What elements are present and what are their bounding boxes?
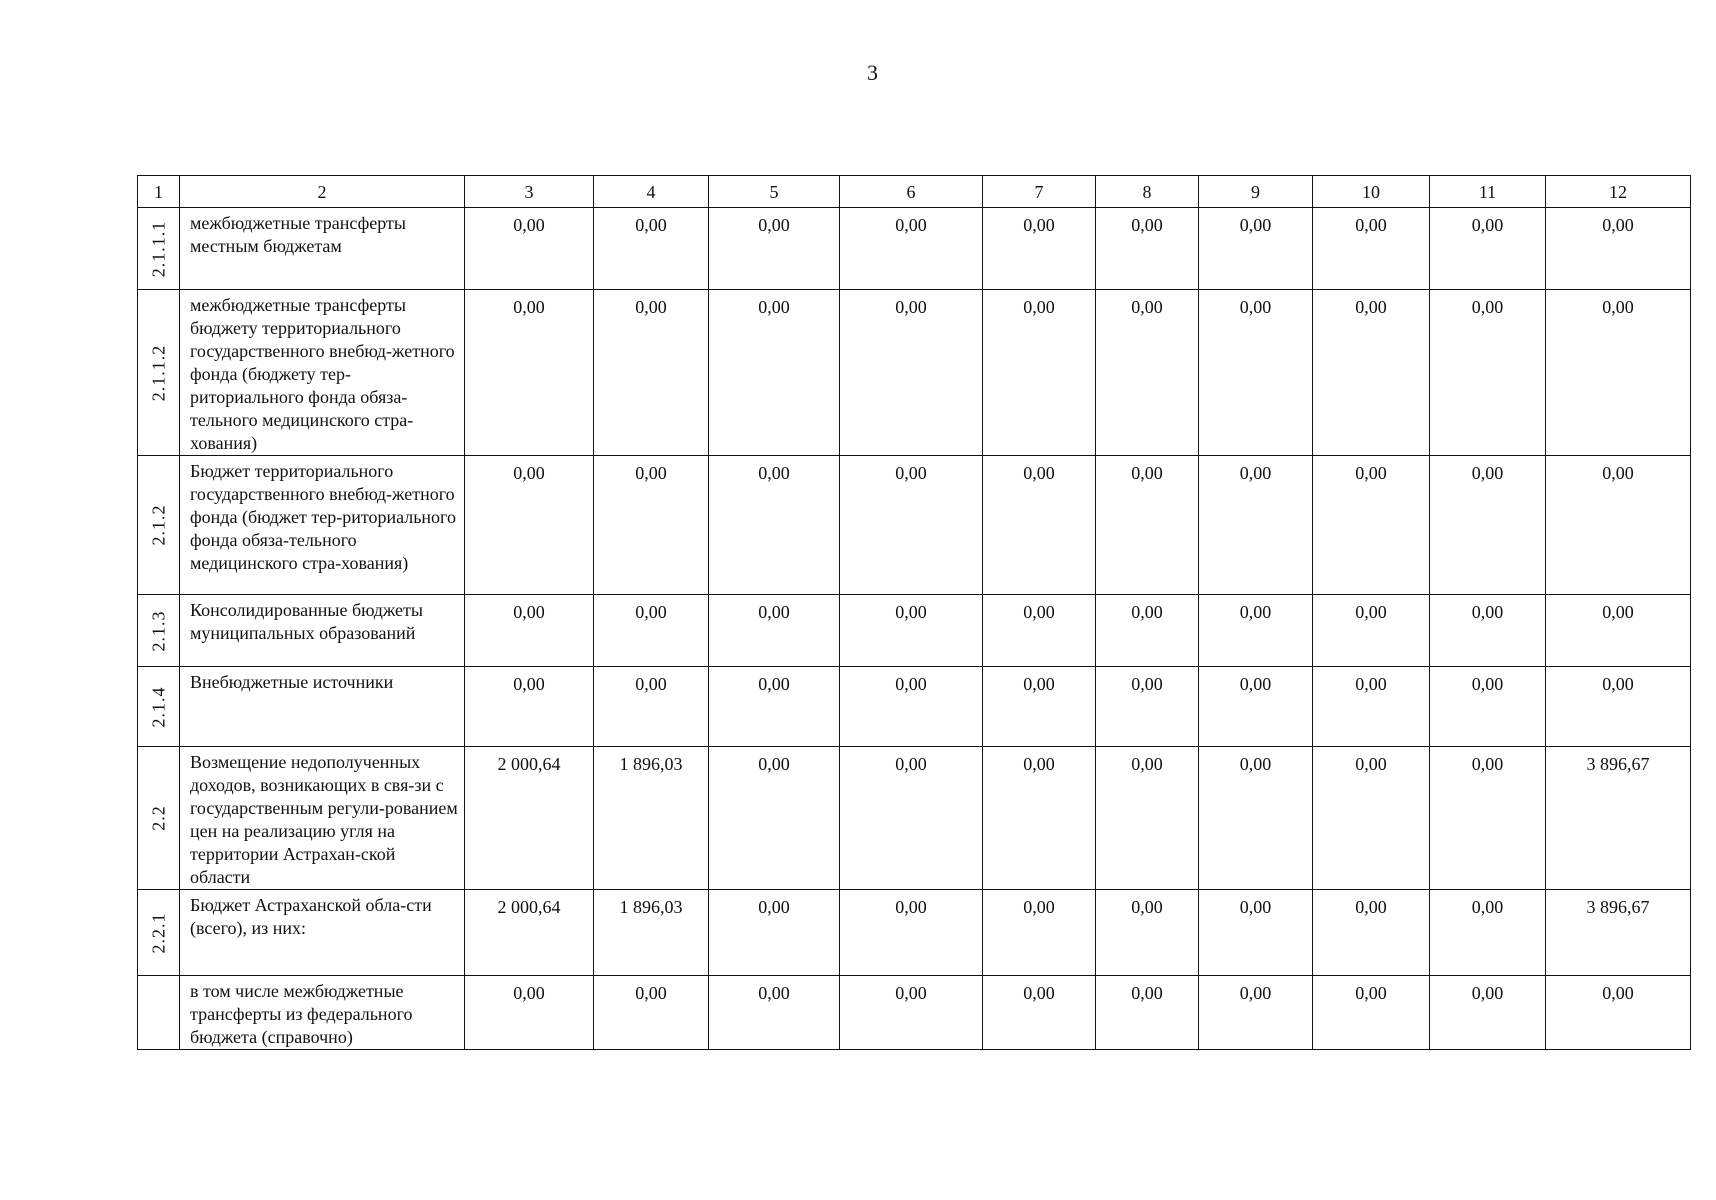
value-cell: 0,00 [1199, 667, 1313, 747]
value-cell: 0,00 [840, 667, 983, 747]
row-name: Возмещение недополученных доходов, возникающих в свя-зи с государственным регули-рованием цен на реализацию угля на территории Астрахан-ской области [180, 747, 465, 890]
value-cell: 0,00 [1313, 667, 1430, 747]
value-cell: 0,00 [1313, 290, 1430, 456]
value-cell: 0,00 [1430, 208, 1546, 290]
value-cell: 1 896,03 [594, 747, 709, 890]
row-code: 2.1.1.2 [148, 344, 168, 401]
value-cell: 0,00 [709, 456, 840, 595]
value-cell: 0,00 [840, 747, 983, 890]
value-cell: 0,00 [840, 976, 983, 1050]
column-header: 10 [1313, 176, 1430, 208]
value-cell: 2 000,64 [465, 890, 594, 976]
value-cell: 0,00 [1313, 976, 1430, 1050]
value-cell: 0,00 [594, 208, 709, 290]
column-header: 2 [180, 176, 465, 208]
column-header: 12 [1546, 176, 1691, 208]
value-cell: 0,00 [1430, 976, 1546, 1050]
value-cell: 0,00 [1313, 890, 1430, 976]
value-cell: 0,00 [709, 208, 840, 290]
table-row [138, 747, 1691, 890]
row-name: Консолидированные бюджеты муниципальных образований [180, 595, 465, 667]
row-code-cell [138, 747, 180, 890]
table-row [138, 208, 1691, 290]
value-cell: 0,00 [1313, 595, 1430, 667]
value-cell: 0,00 [465, 290, 594, 456]
row-code: 2.1.2 [148, 504, 168, 546]
column-header: 7 [983, 176, 1096, 208]
value-cell: 0,00 [1096, 976, 1199, 1050]
value-cell: 0,00 [983, 456, 1096, 595]
row-code: 2.1.4 [148, 686, 168, 727]
value-cell: 0,00 [1199, 595, 1313, 667]
value-cell: 0,00 [1199, 890, 1313, 976]
row-name: Бюджет территориального государственного внебюд-жетного фонда (бюджет тер-риториального фонда обяза-тельного медицинского стра-хования) [180, 456, 465, 595]
table-row [138, 976, 1691, 1050]
value-cell: 0,00 [1430, 456, 1546, 595]
value-cell: 1 896,03 [594, 890, 709, 976]
value-cell: 0,00 [465, 208, 594, 290]
value-cell: 0,00 [1546, 456, 1691, 595]
header-row [138, 176, 1691, 208]
value-cell: 0,00 [709, 667, 840, 747]
row-code: 2.1.3 [148, 610, 168, 651]
row-name: межбюджетные трансферты бюджету территориального государственного внебюд-жетного фонда (бюджету тер-риториального фонда обяза-тельного медицинского стра-хования) [180, 290, 465, 456]
value-cell: 0,00 [983, 595, 1096, 667]
row-name: Бюджет Астраханской обла-сти (всего), из них: [180, 890, 465, 976]
value-cell: 0,00 [840, 595, 983, 667]
value-cell: 0,00 [840, 456, 983, 595]
row-name: в том числе межбюджетные трансферты из федерального бюджета (справочно) [180, 976, 465, 1050]
value-cell: 0,00 [1199, 976, 1313, 1050]
column-header: 4 [594, 176, 709, 208]
table-row [138, 890, 1691, 976]
value-cell: 0,00 [1313, 208, 1430, 290]
value-cell: 0,00 [1546, 595, 1691, 667]
value-cell: 0,00 [1096, 890, 1199, 976]
value-cell: 0,00 [594, 456, 709, 595]
row-code: 2.2 [148, 805, 168, 831]
row-code: 2.1.1.1 [148, 220, 168, 277]
value-cell: 0,00 [1199, 456, 1313, 595]
value-cell: 0,00 [594, 595, 709, 667]
value-cell: 0,00 [983, 208, 1096, 290]
row-code: 2.2.1 [148, 912, 168, 953]
column-header: 1 [138, 176, 180, 208]
value-cell: 0,00 [840, 208, 983, 290]
row-code-cell [138, 667, 180, 747]
row-code-cell [138, 208, 180, 290]
value-cell: 0,00 [840, 890, 983, 976]
value-cell: 0,00 [1430, 747, 1546, 890]
value-cell: 0,00 [594, 976, 709, 1050]
budget-table [137, 175, 1691, 1050]
row-name: межбюджетные трансферты местным бюджетам [180, 208, 465, 290]
table-row [138, 290, 1691, 456]
row-name: Внебюджетные источники [180, 667, 465, 747]
value-cell: 0,00 [594, 290, 709, 456]
value-cell: 0,00 [1313, 747, 1430, 890]
value-cell: 0,00 [983, 890, 1096, 976]
value-cell: 0,00 [1199, 290, 1313, 456]
value-cell: 0,00 [1096, 456, 1199, 595]
value-cell: 0,00 [1430, 890, 1546, 976]
column-header: 6 [840, 176, 983, 208]
value-cell: 0,00 [983, 667, 1096, 747]
value-cell: 0,00 [1313, 456, 1430, 595]
column-header: 9 [1199, 176, 1313, 208]
value-cell: 0,00 [1096, 290, 1199, 456]
value-cell: 0,00 [1199, 747, 1313, 890]
row-code-cell [138, 456, 180, 595]
value-cell: 0,00 [465, 976, 594, 1050]
value-cell: 0,00 [709, 595, 840, 667]
value-cell: 0,00 [709, 290, 840, 456]
value-cell: 0,00 [465, 595, 594, 667]
value-cell: 0,00 [983, 976, 1096, 1050]
column-header: 5 [709, 176, 840, 208]
value-cell: 0,00 [1096, 667, 1199, 747]
value-cell: 0,00 [1546, 290, 1691, 456]
value-cell: 0,00 [1199, 208, 1313, 290]
row-code-cell [138, 290, 180, 456]
value-cell: 0,00 [1546, 667, 1691, 747]
value-cell: 0,00 [1096, 208, 1199, 290]
value-cell: 0,00 [983, 747, 1096, 890]
value-cell: 0,00 [1096, 747, 1199, 890]
page-number: 3 [867, 60, 878, 85]
value-cell: 0,00 [1546, 208, 1691, 290]
column-header: 3 [465, 176, 594, 208]
value-cell: 3 896,67 [1546, 747, 1691, 890]
value-cell: 0,00 [709, 890, 840, 976]
value-cell: 3 896,67 [1546, 890, 1691, 976]
row-code-cell [138, 595, 180, 667]
column-header: 11 [1430, 176, 1546, 208]
row-code-cell [138, 976, 180, 1050]
value-cell: 0,00 [709, 976, 840, 1050]
table-row [138, 595, 1691, 667]
value-cell: 0,00 [465, 667, 594, 747]
value-cell: 0,00 [465, 456, 594, 595]
value-cell: 0,00 [1096, 595, 1199, 667]
value-cell: 0,00 [1430, 595, 1546, 667]
table-row [138, 456, 1691, 595]
value-cell: 0,00 [1430, 290, 1546, 456]
value-cell: 0,00 [594, 667, 709, 747]
value-cell: 0,00 [1546, 976, 1691, 1050]
table-row [138, 667, 1691, 747]
row-code-cell [138, 890, 180, 976]
column-header: 8 [1096, 176, 1199, 208]
value-cell: 0,00 [983, 290, 1096, 456]
value-cell: 2 000,64 [465, 747, 594, 890]
value-cell: 0,00 [709, 747, 840, 890]
value-cell: 0,00 [1430, 667, 1546, 747]
value-cell: 0,00 [840, 290, 983, 456]
